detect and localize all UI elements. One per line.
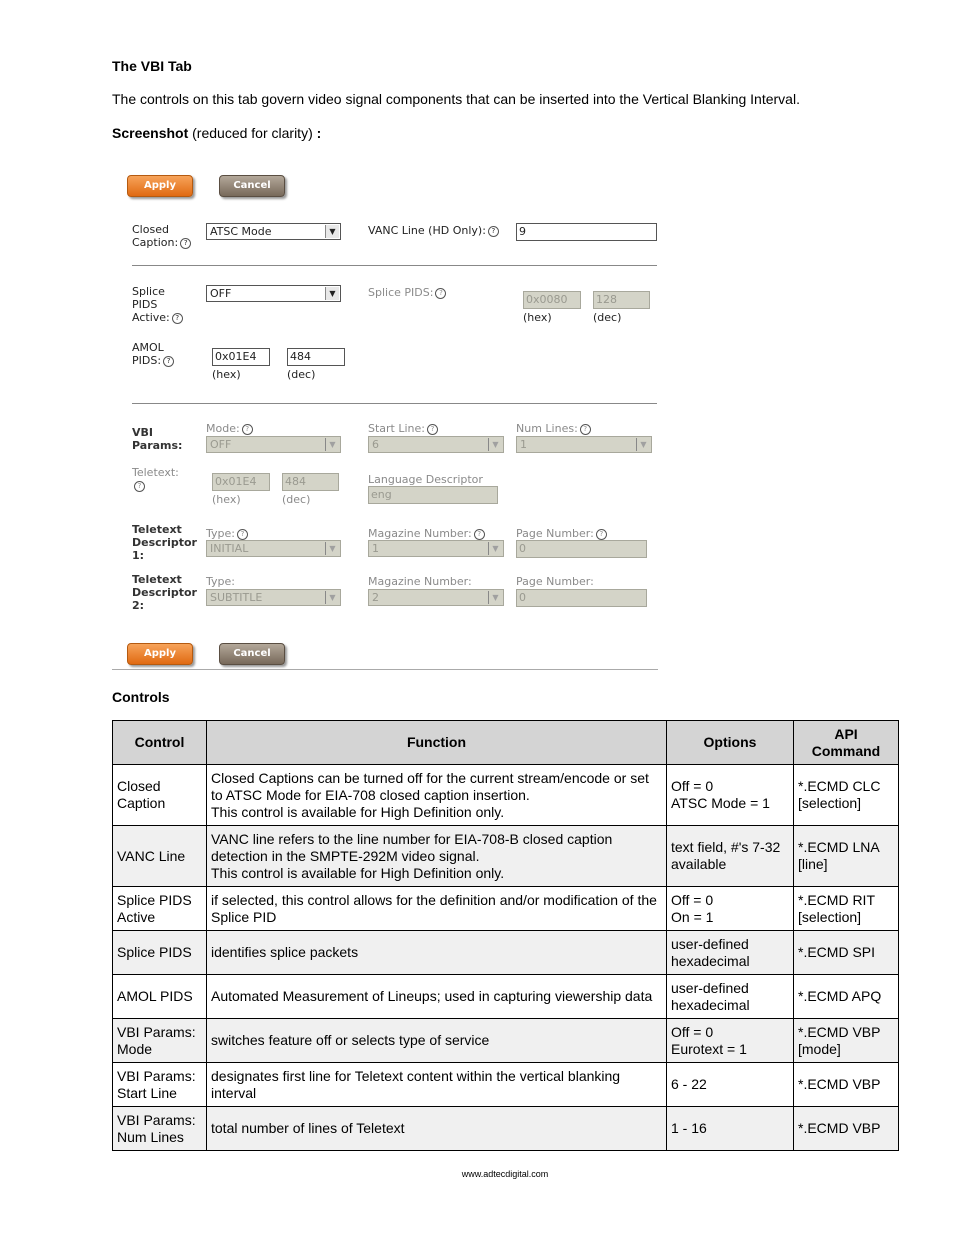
magazine-2-select-value: 2 [372, 591, 379, 604]
cell-function: identifies splice packets [207, 931, 667, 975]
controls-table [112, 720, 899, 1151]
cell-control: Closed Caption [113, 765, 207, 826]
teletext-label [132, 466, 179, 492]
type-1-select[interactable] [206, 540, 341, 557]
cell-api: *.ECMD VBP [794, 1063, 899, 1107]
start-line-select-value: 6 [372, 438, 379, 451]
help-icon[interactable]: ? [435, 288, 446, 299]
teletext-dec-input[interactable]: 484 [282, 473, 339, 491]
help-icon[interactable]: ? [474, 529, 485, 540]
help-icon[interactable]: ? [580, 424, 591, 435]
dropdown-arrow-icon[interactable]: ▼ [488, 591, 502, 604]
screenshot-caption-rest: (reduced for clarity) [188, 125, 317, 141]
mode-select-value: OFF [210, 438, 232, 451]
help-icon[interactable]: ? [180, 238, 191, 249]
mode-select[interactable] [206, 436, 341, 453]
mode-label-text: Mode: [206, 422, 240, 435]
header-api-command: API Command [794, 721, 899, 765]
cell-options: user-defined hexadecimal [667, 931, 794, 975]
screenshot-caption [112, 125, 321, 141]
cell-api: *.ECMD APQ [794, 975, 899, 1019]
cell-options: text field, #'s 7-32 available [667, 826, 794, 887]
footer-url[interactable]: www.adtecdigital.com [461, 1169, 549, 1179]
cell-function: designates first line for Teletext content within the vertical blanking interval [207, 1063, 667, 1107]
table-row [113, 765, 899, 826]
cell-options: 1 - 16 [667, 1107, 794, 1151]
vanc-line-input[interactable]: 9 [516, 223, 657, 241]
vanc-line-label [368, 224, 499, 237]
start-line-label [368, 422, 438, 435]
help-icon[interactable]: ? [242, 424, 253, 435]
table-row [113, 887, 899, 931]
cell-api: *.ECMD LNA [line] [794, 826, 899, 887]
divider [112, 669, 658, 670]
magazine-2-select[interactable] [368, 589, 504, 606]
magazine-2-label: Magazine Number: [368, 575, 472, 588]
amol-pids-label-text: AMOL PIDS: [132, 341, 164, 367]
header-options: Options [667, 721, 794, 765]
cell-options: Off = 0 ATSC Mode = 1 [667, 765, 794, 826]
cell-api: *.ECMD VBP [mode] [794, 1019, 899, 1063]
apply-button-top[interactable]: Apply [127, 175, 193, 197]
screenshot-caption-colon: : [316, 125, 322, 141]
cell-api: *.ECMD VBP [794, 1107, 899, 1151]
cell-options: Off = 0 Eurotext = 1 [667, 1019, 794, 1063]
table-header-row [113, 721, 899, 765]
cancel-button-top[interactable]: Cancel [219, 175, 285, 197]
vanc-line-label-text: VANC Line (HD Only): [368, 224, 486, 237]
header-function: Function [207, 721, 667, 765]
cell-api: *.ECMD SPI [794, 931, 899, 975]
help-icon[interactable]: ? [237, 529, 248, 540]
teletext-label-text: Teletext: [132, 466, 179, 479]
table-row [113, 1019, 899, 1063]
cell-function: switches feature off or selects type of service [207, 1019, 667, 1063]
dropdown-arrow-icon[interactable]: ▼ [325, 225, 339, 238]
help-icon[interactable]: ? [427, 424, 438, 435]
divider [132, 403, 657, 404]
help-icon[interactable]: ? [163, 356, 174, 367]
type-1-label [206, 527, 248, 540]
table-row [113, 931, 899, 975]
teletext-descriptor-2-label: Teletext Descriptor 2: [132, 573, 197, 612]
cell-control: VBI Params: Num Lines [113, 1107, 207, 1151]
num-lines-select[interactable] [516, 436, 652, 453]
hex-caption: (hex) [212, 493, 241, 506]
splice-pids-active-value: OFF [210, 287, 232, 300]
closed-caption-label-text: Closed Caption: [132, 223, 179, 249]
dropdown-arrow-icon[interactable]: ▼ [325, 287, 339, 300]
cell-api: *.ECMD CLC [selection] [794, 765, 899, 826]
mode-label [206, 422, 253, 435]
controls-heading: Controls [112, 689, 170, 705]
teletext-hex-input[interactable]: 0x01E4 [212, 473, 270, 491]
type-1-select-value: INITIAL [210, 542, 249, 555]
closed-caption-select[interactable] [206, 223, 341, 240]
cell-control: Splice PIDS [113, 931, 207, 975]
closed-caption-select-value: ATSC Mode [210, 225, 272, 238]
type-1-label-text: Type: [206, 527, 235, 540]
cell-control: AMOL PIDS [113, 975, 207, 1019]
closed-caption-label [132, 223, 191, 249]
cancel-button-bottom[interactable]: Cancel [219, 643, 285, 665]
cell-options: Off = 0 On = 1 [667, 887, 794, 931]
divider [132, 265, 657, 266]
cell-function: Closed Captions can be turned off for the current stream/encode or set to ATSC Mode for EIA-708 closed caption insertion. This control is available for High Definition only. [207, 765, 667, 826]
dropdown-arrow-icon[interactable]: ▼ [325, 438, 339, 451]
num-lines-select-value: 1 [520, 438, 527, 451]
intro-paragraph: The controls on this tab govern video signal components that can be inserted into the Vertical Blanking Interval. [112, 91, 800, 107]
hex-caption: (hex) [523, 311, 552, 324]
header-control: Control [113, 721, 207, 765]
splice-pids-active-label [132, 285, 183, 324]
screenshot-caption-bold: Screenshot [112, 125, 189, 141]
section-title: The VBI Tab [112, 58, 192, 74]
splice-pids-active-select[interactable] [206, 285, 341, 302]
table-row [113, 975, 899, 1019]
amol-pids-dec-input[interactable]: 484 [287, 348, 345, 366]
dropdown-arrow-icon[interactable]: ▼ [636, 438, 650, 451]
cell-function: Automated Measurement of Lineups; used in capturing viewership data [207, 975, 667, 1019]
type-2-label: Type: [206, 575, 235, 588]
num-lines-label [516, 422, 591, 435]
cell-function: total number of lines of Teletext [207, 1107, 667, 1151]
table-row [113, 826, 899, 887]
hex-caption: (hex) [212, 368, 241, 381]
teletext-descriptor-1-label: Teletext Descriptor 1: [132, 523, 197, 562]
splice-pids-label-text: Splice PIDS: [368, 286, 434, 299]
magazine-1-select[interactable] [368, 540, 504, 557]
splice-pids-label [368, 286, 446, 299]
apply-button-bottom[interactable]: Apply [127, 643, 193, 665]
num-lines-label-text: Num Lines: [516, 422, 578, 435]
dec-caption: (dec) [282, 493, 311, 506]
dropdown-arrow-icon[interactable]: ▼ [488, 438, 502, 451]
page-1-label-text: Page Number: [516, 527, 594, 540]
splice-pids-active-label-text: Splice PIDS Active: [132, 285, 170, 324]
cell-api: *.ECMD RIT [selection] [794, 887, 899, 931]
start-line-select[interactable] [368, 436, 504, 453]
dec-caption: (dec) [593, 311, 622, 324]
help-icon[interactable]: ? [172, 313, 183, 324]
cell-control: VBI Params: Mode [113, 1019, 207, 1063]
language-descriptor-label: Language Descriptor [368, 473, 483, 486]
help-icon[interactable]: ? [134, 481, 145, 492]
amol-pids-label [132, 341, 174, 367]
magazine-1-label-text: Magazine Number: [368, 527, 472, 540]
page-1-input[interactable]: 0 [516, 540, 647, 558]
splice-pids-hex-input[interactable]: 0x0080 [523, 291, 581, 309]
cell-control: VBI Params: Start Line [113, 1063, 207, 1107]
cell-function: VANC line refers to the line number for EIA-708-B closed caption detection in the SMPTE-292M video signal. This control is available for High Definition only. [207, 826, 667, 887]
dropdown-arrow-icon[interactable]: ▼ [488, 542, 502, 555]
table-row [113, 1107, 899, 1151]
cell-options: user-defined hexadecimal [667, 975, 794, 1019]
page-2-label: Page Number: [516, 575, 594, 588]
page-2-input[interactable]: 0 [516, 589, 647, 607]
type-2-select-value: SUBTITLE [210, 591, 263, 604]
dec-caption: (dec) [287, 368, 316, 381]
vbi-params-label: VBI Params: [132, 426, 183, 452]
page-1-label [516, 527, 607, 540]
start-line-label-text: Start Line: [368, 422, 425, 435]
amol-pids-hex-input[interactable]: 0x01E4 [212, 348, 270, 366]
help-icon[interactable]: ? [596, 529, 607, 540]
dropdown-arrow-icon[interactable]: ▼ [325, 542, 339, 555]
dropdown-arrow-icon[interactable]: ▼ [325, 591, 339, 604]
help-icon[interactable]: ? [488, 226, 499, 237]
language-descriptor-input[interactable]: eng [368, 486, 498, 504]
cell-control: VANC Line [113, 826, 207, 887]
cell-function: if selected, this control allows for the definition and/or modification of the Splice PID [207, 887, 667, 931]
cell-options: 6 - 22 [667, 1063, 794, 1107]
table-row [113, 1063, 899, 1107]
magazine-1-select-value: 1 [372, 542, 379, 555]
type-2-select[interactable] [206, 589, 341, 606]
cell-control: Splice PIDS Active [113, 887, 207, 931]
splice-pids-dec-input[interactable]: 128 [593, 291, 650, 309]
magazine-1-label [368, 527, 485, 540]
